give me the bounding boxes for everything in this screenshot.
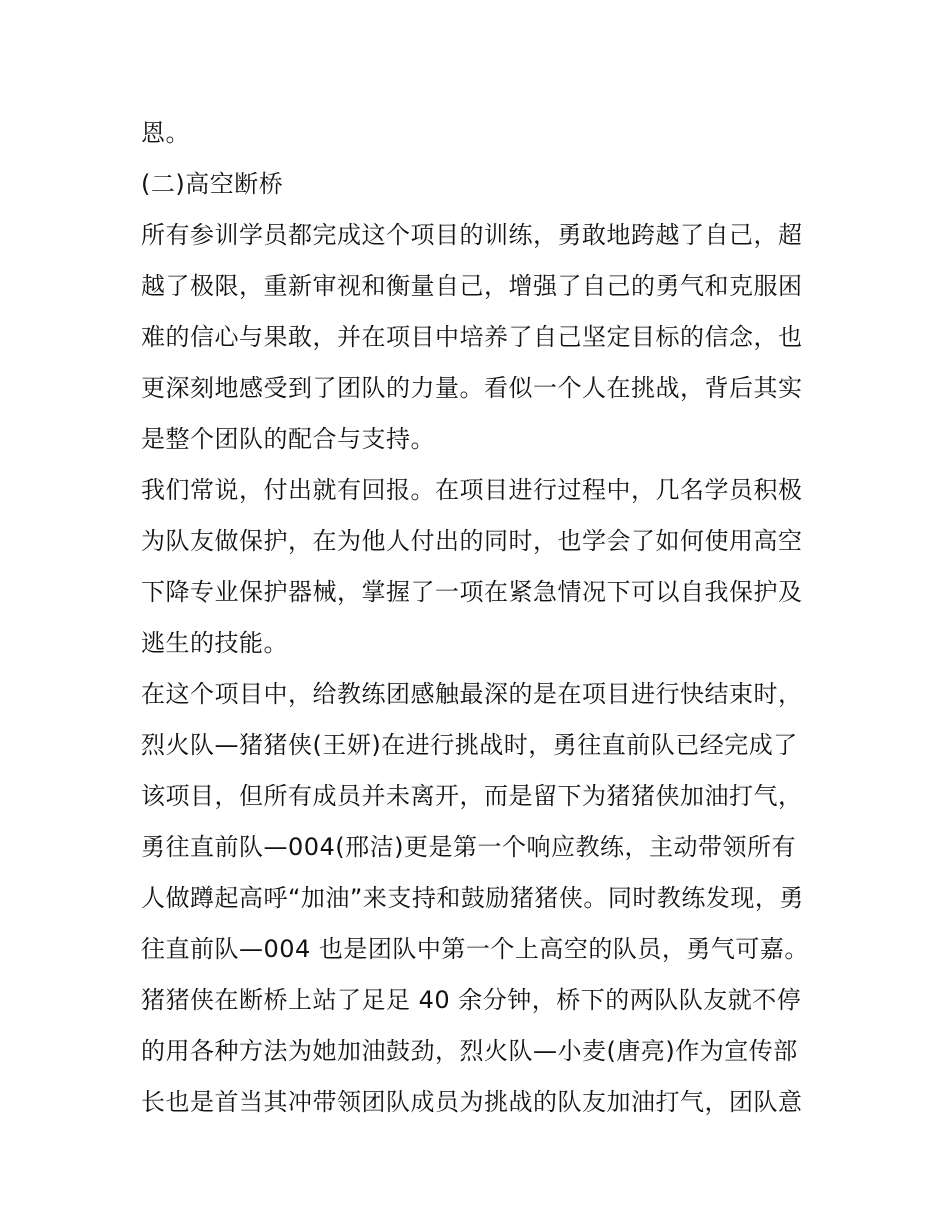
document-body — [141, 108, 821, 1128]
text-line: 的用各种方法为她加油鼓劲，烈火队—小麦(唐亮)作为宣传部 — [141, 1037, 798, 1065]
text-line: 往直前队—004 也是团队中第一个上高空的队员，勇气可嘉。 — [141, 935, 809, 963]
text-line: 恩。 — [141, 119, 190, 147]
text-line: 该项目，但所有成员并未离开，而是留下为猪猪侠加油打气， — [141, 782, 803, 810]
text-line: 是整个团队的配合与支持。 — [141, 425, 435, 453]
text-line: 烈火队—猪猪侠(王妍)在进行挑战时，勇往直前队已经完成了 — [141, 731, 798, 759]
text-line: 越了极限，重新审视和衡量自己，增强了自己的勇气和克服困 — [141, 272, 803, 300]
text-line: 为队友做保护，在为他人付出的同时，也学会了如何使用高空 — [141, 527, 803, 555]
text-line: 勇往直前队—004(邢洁)更是第一个响应教练，主动带领所有 — [141, 833, 797, 861]
text-line: 更深刻地感受到了团队的力量。看似一个人在挑战，背后其实 — [141, 374, 803, 402]
text-line: 逃生的技能。 — [141, 629, 288, 657]
text-line: 难的信心与果敢，并在项目中培养了自己坚定目标的信念，也 — [141, 323, 803, 351]
text-line: 所有参训学员都完成这个项目的训练，勇敢地跨越了自己，超 — [141, 221, 803, 249]
text-line: 长也是首当其冲带领团队成员为挑战的队友加油打气，团队意 — [141, 1088, 803, 1116]
section-heading: (二)高空断桥 — [141, 170, 284, 198]
text-line: 下降专业保护器械，掌握了一项在紧急情况下可以自我保护及 — [141, 578, 803, 606]
text-line: 人做蹲起高呼“加油”来支持和鼓励猪猪侠。同时教练发现，勇 — [141, 884, 804, 912]
text-line: 在这个项目中，给教练团感触最深的是在项目进行快结束时， — [141, 680, 803, 708]
text-line: 猪猪侠在断桥上站了足足 40 余分钟，桥下的两队队友就不停 — [141, 986, 802, 1014]
text-line: 我们常说，付出就有回报。在项目进行过程中，几名学员积极 — [141, 476, 803, 504]
